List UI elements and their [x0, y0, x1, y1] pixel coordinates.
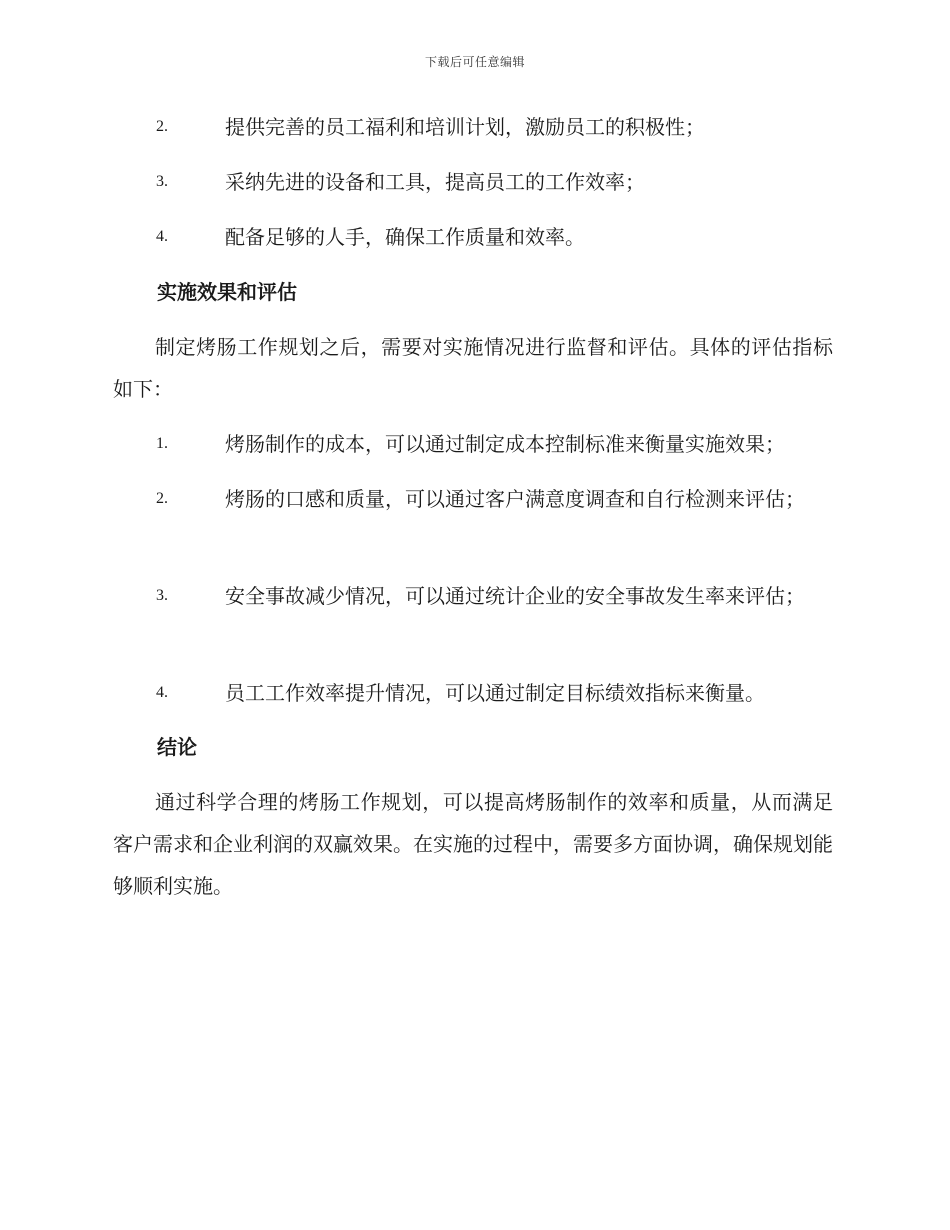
list-number: 3.	[156, 587, 168, 604]
section-heading-evaluation: 实施效果和评估	[157, 280, 297, 304]
list-item	[113, 672, 833, 714]
list-item	[113, 575, 833, 617]
list-text: 配备足够的人手，确保工作质量和效率。	[225, 225, 585, 249]
list-text: 烤肠的口感和质量，可以通过客户满意度调查和自行检测来评估；	[225, 487, 805, 511]
list-text: 员工工作效率提升情况，可以通过制定目标绩效指标来衡量。	[225, 681, 765, 705]
header-note: 下载后可任意编辑	[424, 55, 525, 69]
section-heading-conclusion: 结论	[157, 735, 197, 759]
list-item	[113, 478, 833, 520]
list-text: 安全事故减少情况，可以通过统计企业的安全事故发生率来评估；	[225, 584, 805, 608]
list-number: 4.	[156, 684, 168, 701]
list-number: 3.	[156, 173, 168, 190]
list-number: 4.	[156, 228, 168, 245]
list-text: 提供完善的员工福利和培训计划，激励员工的积极性；	[225, 115, 705, 139]
list-number: 2.	[156, 490, 168, 507]
list-number: 2.	[156, 118, 168, 135]
list-item	[113, 216, 833, 258]
list-item	[113, 423, 833, 465]
list-item	[113, 106, 833, 148]
conclusion-paragraph: 通过科学合理的烤肠工作规划，可以提高烤肠制作的效率和质量，从而满足客户需求和企业利润的双赢效果。在实施的过程中，需要多方面协调，确保规划能够顺利实施。	[113, 790, 833, 898]
list-item	[113, 161, 833, 203]
list-text: 烤肠制作的成本，可以通过制定成本控制标准来衡量实施效果；	[225, 432, 785, 456]
list-text: 采纳先进的设备和工具，提高员工的工作效率；	[225, 170, 645, 194]
list-number: 1.	[156, 435, 168, 452]
evaluation-intro-paragraph: 制定烤肠工作规划之后，需要对实施情况进行监督和评估。具体的评估指标如下：	[113, 335, 833, 401]
